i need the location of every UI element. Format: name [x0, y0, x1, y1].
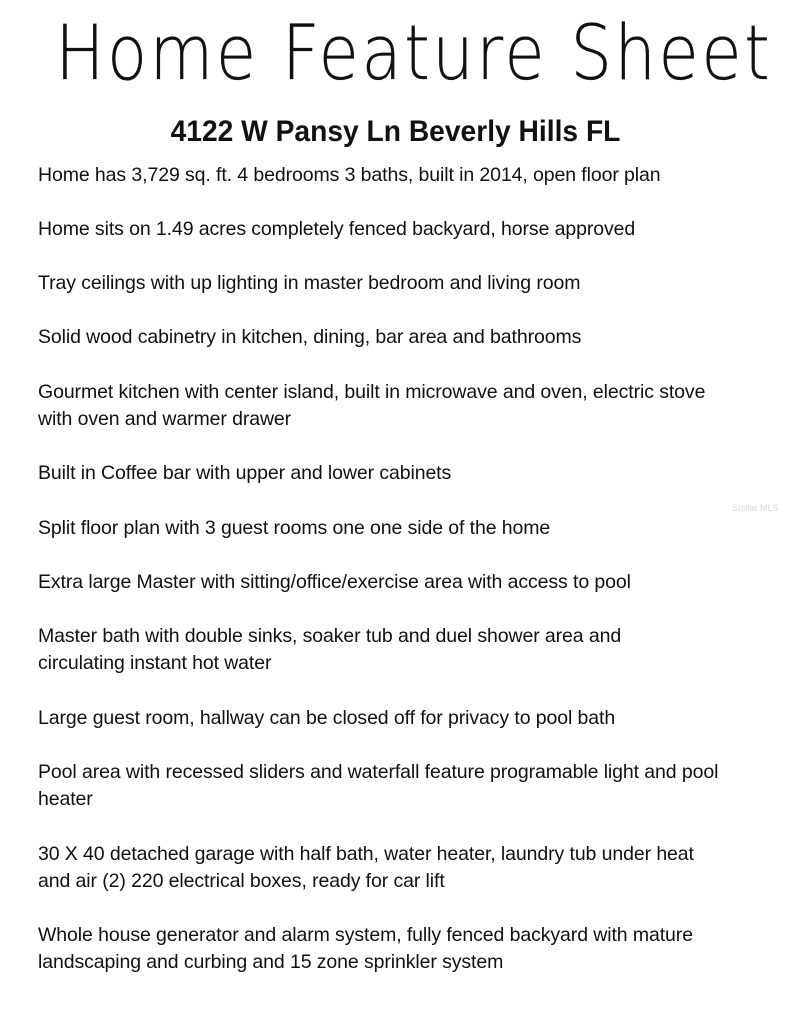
feature-item: Master bath with double sinks, soaker tub and duel shower area and circulating instant hot water — [38, 625, 622, 674]
feature-item: 30 X 40 detached garage with half bath, water heater, laundry tub under heat and air (2) 220 electrical boxes, ready for car lift — [38, 843, 694, 892]
feature-item: Solid wood cabinetry in kitchen, dining, bar area and bathrooms — [38, 326, 582, 348]
feature-item: Home has 3,729 sq. ft. 4 bedrooms 3 baths, built in 2014, open floor plan — [38, 164, 661, 186]
page-title: Home Feature Sheet — [55, 8, 773, 97]
watermark: Stellar MLS — [732, 503, 779, 513]
feature-item: Built in Coffee bar with upper and lower cabinets — [38, 462, 452, 484]
feature-item: Gourmet kitchen with center island, built in microwave and oven, electric stove with oven and warmer drawer — [38, 381, 706, 430]
feature-item: Tray ceilings with up lighting in master bedroom and living room — [38, 272, 581, 294]
feature-item: Whole house generator and alarm system, fully fenced backyard with mature landscaping and curbing and 15 zone sprinkler system — [38, 924, 693, 973]
feature-item: Large guest room, hallway can be closed off for privacy to pool bath — [38, 707, 616, 729]
feature-item: Split floor plan with 3 guest rooms one one side of the home — [38, 517, 551, 539]
feature-item: Pool area with recessed sliders and waterfall feature programable light and pool heater — [38, 761, 719, 810]
feature-item: Extra large Master with sitting/office/exercise area with access to pool — [38, 571, 631, 593]
feature-item: Home sits on 1.49 acres completely fenced backyard, horse approved — [38, 218, 636, 240]
property-address: 4122 W Pansy Ln Beverly Hills FL — [170, 115, 621, 148]
